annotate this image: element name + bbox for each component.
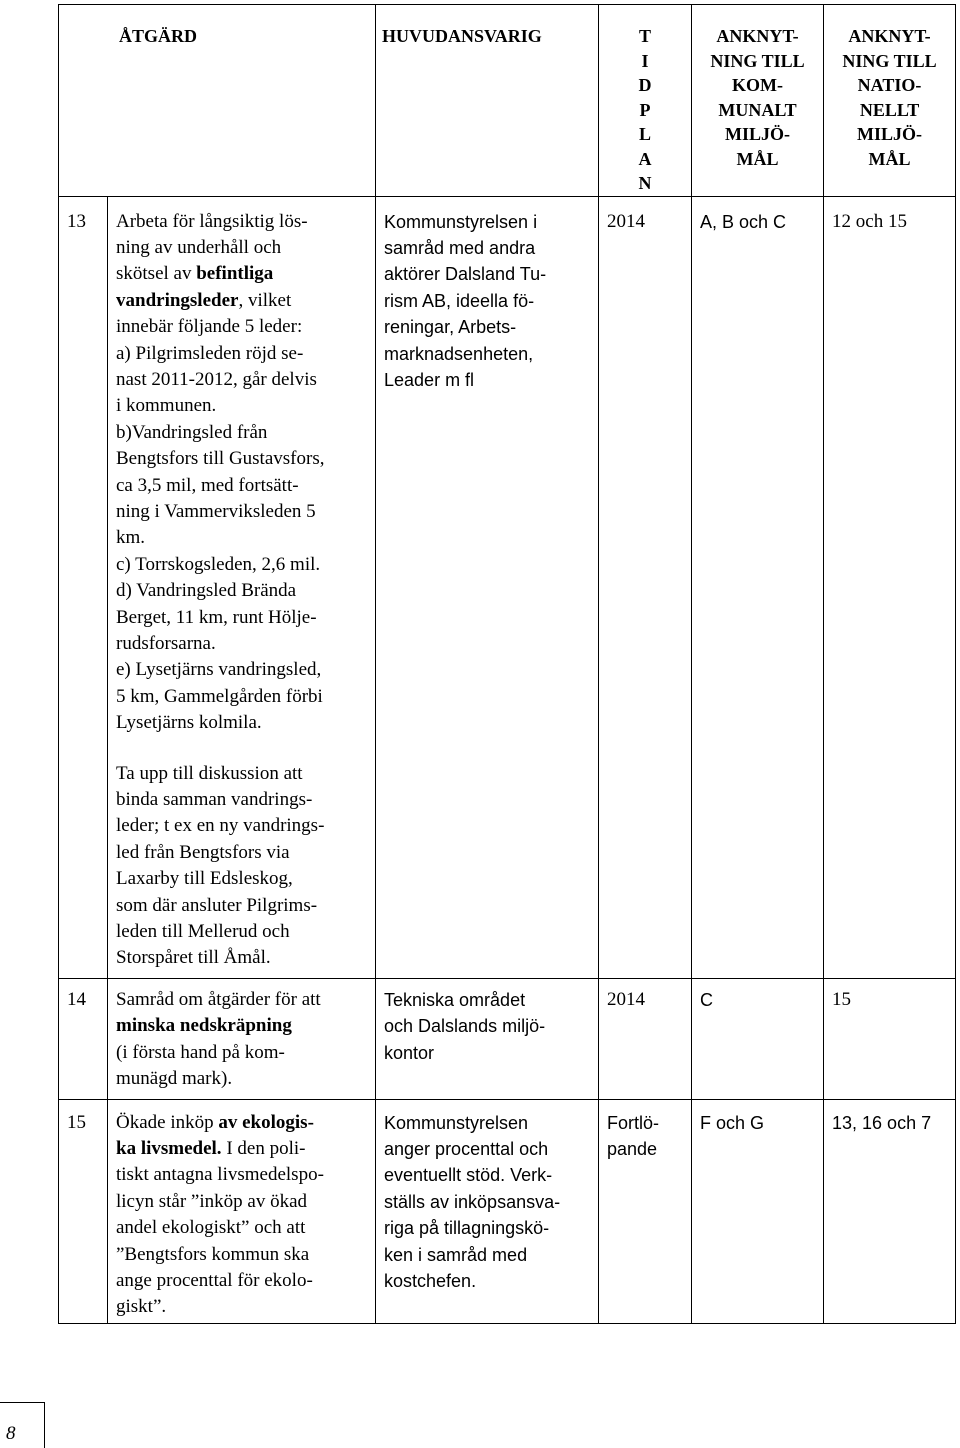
row-nationellt: 12 och 15	[824, 196, 956, 978]
action-line	[116, 235, 371, 261]
text: andel ekologiskt” och att	[116, 1217, 306, 1239]
header-huvudansvarig: HUVUDANSVARIG	[376, 5, 599, 197]
action-line	[116, 1268, 371, 1294]
action-line: Laxarby till Edsleskog,	[116, 868, 293, 890]
time-line: 2014	[607, 210, 646, 232]
action-text-part-2	[116, 761, 371, 972]
text: ”Bengtsfors kommun ska	[116, 1243, 310, 1265]
row-number: 13	[59, 196, 108, 978]
responsible-line: anger procenttal och	[384, 1138, 549, 1159]
row-action	[108, 1099, 376, 1323]
bold-text: befintliga	[196, 263, 274, 285]
action-line	[116, 1294, 371, 1320]
row-kommunalt: C	[692, 978, 824, 1099]
responsible-line: aktörer Dalsland Tu-	[384, 264, 547, 285]
action-line: Ta upp till diskussion att	[116, 762, 303, 784]
action-line	[116, 367, 371, 393]
action-line	[116, 209, 371, 235]
header-line: ANKNYT-	[716, 26, 799, 46]
text: ca 3,5 mil, med fortsätt-	[116, 474, 299, 496]
header-line: NING TILL	[710, 50, 805, 71]
table-row-13	[59, 196, 956, 978]
action-line	[116, 525, 371, 551]
header-line: KOM-	[732, 75, 784, 95]
text: Samråd om åtgärder för att	[116, 988, 321, 1010]
header-tidplan	[599, 5, 692, 197]
header-line: MÅL	[736, 148, 779, 169]
responsible-line: samråd med andra	[384, 237, 536, 258]
action-line	[116, 1215, 371, 1241]
action-line	[116, 631, 371, 657]
text: nast 2011-2012, går delvis	[116, 368, 317, 390]
table-row-14	[59, 978, 956, 1099]
text: ange procenttal för ekolo-	[116, 1269, 313, 1291]
action-text-part-1	[116, 209, 371, 737]
tidplan-letter: N	[638, 173, 652, 193]
action-line	[116, 605, 371, 631]
row-time	[599, 1099, 692, 1323]
action-line	[116, 987, 371, 1013]
action-line	[116, 499, 371, 525]
row-action	[108, 978, 376, 1099]
time-line: 2014	[607, 988, 646, 1010]
action-line	[116, 1242, 371, 1268]
tidplan-letter: L	[639, 124, 652, 144]
responsible-line: Kommunstyrelsen i	[384, 211, 538, 232]
row-kommunalt: A, B och C	[692, 196, 824, 978]
table-header-row	[59, 5, 956, 197]
action-line	[116, 1136, 371, 1162]
header-line: NING TILL	[842, 50, 937, 71]
header-line: MILJÖ-	[725, 124, 791, 144]
action-line	[116, 420, 371, 446]
action-line	[116, 1040, 371, 1066]
header-kommunalt	[692, 5, 824, 197]
row-kommunalt: F och G	[692, 1099, 824, 1323]
action-line	[116, 341, 371, 367]
page-number: 8	[6, 1423, 16, 1444]
text: licyn står ”inköp av ökad	[116, 1190, 308, 1212]
tidplan-letter: A	[638, 148, 652, 169]
row-responsible	[376, 1099, 599, 1323]
action-line	[116, 1162, 371, 1188]
time-line: Fortlö-	[607, 1112, 660, 1133]
row-responsible	[376, 196, 599, 978]
time-line: pande	[607, 1138, 658, 1159]
bold-text: vandringsleder	[116, 289, 239, 311]
action-line: leder; t ex en ny vandrings-	[116, 815, 325, 837]
row-time	[599, 196, 692, 978]
row-number: 14	[59, 978, 108, 1099]
text: giskt”.	[116, 1296, 167, 1318]
text: rudsforsarna.	[116, 633, 216, 654]
row-nationellt: 13, 16 och 7	[824, 1099, 956, 1323]
action-line	[116, 446, 371, 472]
header-line: MUNALT	[718, 99, 797, 120]
responsible-line: Kommunstyrelsen	[384, 1112, 529, 1133]
text: Lysetjärns kolmila.	[116, 712, 262, 734]
responsible-line: eventuellt stöd. Verk-	[384, 1165, 553, 1186]
text: d) Vandringsled Brända	[116, 580, 297, 602]
action-line	[116, 552, 371, 578]
responsible-line: reningar, Arbets-	[384, 317, 517, 338]
text: Berget, 11 km, runt Hölje-	[116, 606, 317, 628]
text: tiskt antagna livsmedelspo-	[116, 1164, 324, 1186]
header-atgard: ÅTGÄRD	[59, 5, 376, 197]
text: (i första hand på kom-	[116, 1041, 285, 1063]
responsible-line: kontor	[384, 1042, 435, 1063]
text: e) Lysetjärns vandringsled,	[116, 659, 322, 681]
bold-text: av ekologis-	[218, 1111, 314, 1133]
action-line	[116, 1110, 371, 1136]
text: Ökade inköp	[116, 1111, 219, 1133]
text: km.	[116, 527, 146, 549]
responsible-line: kostchefen.	[384, 1270, 477, 1291]
text: ning i Vammerviksleden 5	[116, 500, 316, 522]
row-responsible	[376, 978, 599, 1099]
action-line	[116, 393, 371, 419]
tidplan-letter: D	[638, 75, 652, 95]
action-line	[116, 1013, 371, 1039]
responsible-line: marknadsenheten,	[384, 343, 534, 364]
responsible-line: riga på tillagningskö-	[384, 1218, 550, 1239]
text: b)Vandringsled från	[116, 421, 268, 443]
bold-text: ka livsmedel.	[116, 1137, 222, 1159]
action-line: som där ansluter Pilgrims-	[116, 894, 318, 916]
action-line: Storspåret till Åmål.	[116, 947, 271, 969]
action-line	[116, 684, 371, 710]
responsible-line: ken i samråd med	[384, 1244, 528, 1265]
text: i kommunen.	[116, 395, 217, 417]
tidplan-letter: I	[641, 50, 649, 71]
header-nationellt	[824, 5, 956, 197]
text: ning av underhåll och	[116, 236, 282, 258]
header-line: MÅL	[868, 148, 911, 169]
tidplan-letter: P	[639, 99, 651, 120]
action-line	[116, 473, 371, 499]
responsible-line: Leader m fl	[384, 369, 475, 390]
responsible-line: ställs av inköpsansva-	[384, 1191, 561, 1212]
responsible-line: Tekniska området	[384, 989, 526, 1010]
table-row-15	[59, 1099, 956, 1323]
action-line	[116, 288, 371, 314]
text: skötsel av	[116, 263, 197, 285]
text: munägd mark).	[116, 1068, 233, 1090]
action-line: leden till Mellerud och	[116, 921, 290, 943]
text: , vilket	[238, 289, 292, 311]
action-line	[116, 314, 371, 340]
text: innebär följande 5 leder:	[116, 316, 303, 338]
header-line: MILJÖ-	[857, 124, 923, 144]
action-plan-table	[58, 4, 956, 1324]
action-line	[116, 1189, 371, 1215]
responsible-line: rism AB, ideella fö-	[384, 290, 535, 311]
action-line: led från Bengtsfors via	[116, 841, 290, 863]
row-nationellt: 15	[824, 978, 956, 1099]
header-line: NATIO-	[857, 75, 922, 95]
text: 5 km, Gammelgården förbi	[116, 685, 323, 707]
header-line: NELLT	[859, 99, 920, 120]
action-line	[116, 578, 371, 604]
text: Arbeta för långsiktig lös-	[116, 210, 308, 232]
text: a) Pilgrimsleden röjd se-	[116, 342, 304, 364]
row-time	[599, 978, 692, 1099]
text: I den poli-	[221, 1137, 306, 1159]
tidplan-letter: T	[639, 26, 652, 46]
text: Bengtsfors till Gustavsfors,	[116, 448, 325, 470]
action-line	[116, 710, 371, 736]
action-line	[116, 261, 371, 287]
action-line	[116, 657, 371, 683]
row-number: 15	[59, 1099, 108, 1323]
action-line	[116, 1066, 371, 1092]
header-line: ANKNYT-	[848, 26, 931, 46]
action-line: binda samman vandrings-	[116, 789, 313, 811]
text: c) Torrskogsleden, 2,6 mil.	[116, 553, 321, 575]
row-action	[108, 196, 376, 978]
bold-text: minska nedskräpning	[116, 1015, 292, 1037]
responsible-line: och Dalslands miljö-	[384, 1016, 546, 1037]
